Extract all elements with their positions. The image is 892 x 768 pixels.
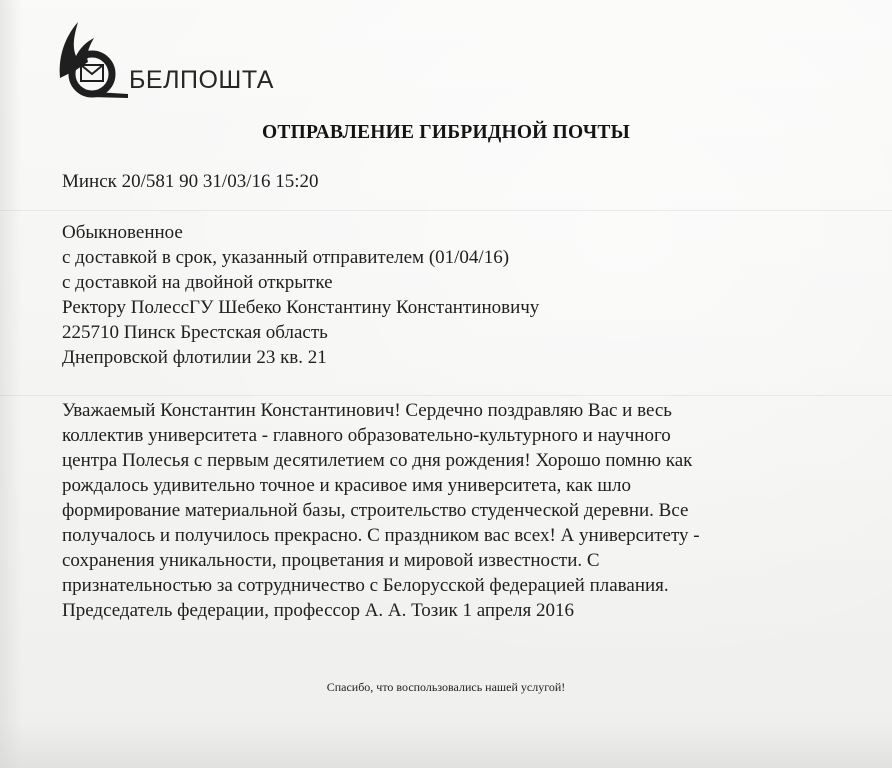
signature-line: Председатель федерации, профессор А. А. Тозик 1 апреля 2016: [62, 600, 574, 621]
message-line: сохранения уникальности, процветания и мировой известности. С: [62, 550, 600, 571]
paper-crease: [0, 210, 892, 211]
paper-bottom-edge: [0, 722, 892, 768]
recipient-city: 225710 Пинск Брестская область: [62, 322, 328, 343]
message-line: формирование материальной базы, строительство студенческой деревни. Все: [62, 500, 689, 521]
delivery-line: Обыкновенное: [62, 222, 183, 243]
message-line: рождалось удивительно точное и красивое имя университета, как шло: [62, 475, 632, 496]
message-line: получалось и получилось прекрасно. С праздником вас всех! А университету -: [62, 525, 700, 546]
header-line: Минск 20/581 90 31/03/16 15:20: [62, 171, 319, 192]
document-title: ОТПРАВЛЕНИЕ ГИБРИДНОЙ ПОЧТЫ: [262, 122, 630, 143]
delivery-line: с доставкой в срок, указанный отправителем (01/04/16): [62, 247, 510, 268]
footer-thanks: Спасибо, что воспользовались нашей услугой!: [326, 680, 566, 694]
logo-wordmark: БЕЛПОШТА: [129, 66, 274, 94]
message-line: признательностью за сотрудничество с Белорусской федерацией плавания.: [62, 575, 669, 596]
message-line: коллектив университета - главного образовательно-культурного и научного: [62, 425, 671, 446]
delivery-line: с доставкой на двойной открытке: [62, 272, 333, 293]
paper-shadow-left: [0, 0, 22, 768]
recipient-street: Днепровской флотилии 23 кв. 21: [62, 347, 327, 368]
belposhta-logo: [56, 18, 306, 100]
recipient-name: Ректору ПолессГУ Шебеко Константину Константиновичу: [62, 297, 540, 318]
message-line: Уважаемый Константин Константинович! Сердечно поздравляю Вас и весь: [62, 400, 672, 421]
paper-crease: [0, 395, 892, 396]
message-line: центра Полесья с первым десятилетием со дня рождения! Хорошо помню как: [62, 450, 693, 471]
